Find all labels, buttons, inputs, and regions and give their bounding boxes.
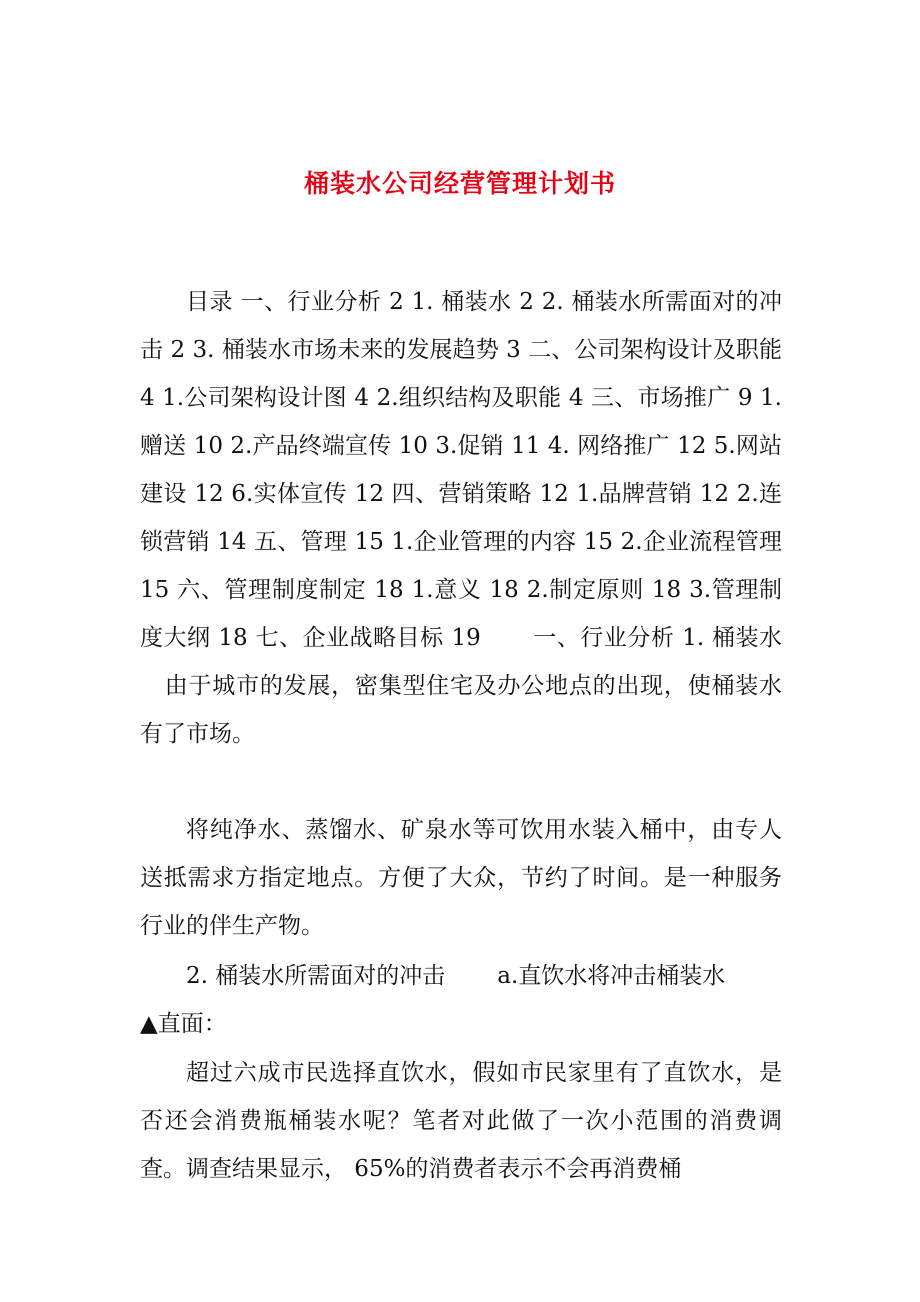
subsection-sub: a.直饮水将冲击桶装水 bbox=[497, 963, 726, 989]
subsection-tail: ▲直面： bbox=[140, 1011, 227, 1037]
toc-text: 目录 一、行业分析 2 1. 桶装水 2 2. 桶装水所需面对的冲击 2 3. 桶装水市场未来的发展趋势 3 二、公司架构设计及职能 4 1.公司架构设计图 4 2.组织结构及职能 4 三、市场推广 9 1.赠送 10 2.产品终端宣传 10 3.促销 11 4. 网络推广 12 5.网站建设 12 6.实体宣传 12 四、营销策略 12 1.品牌营销 12 2.连锁营销 14 五、管理 15 1.企业管理的内容 15 2.企业流程管理 15 六、管理制度制定 18 1.意义 18 2.制定原则 18 3.管理制度大纲 18 七、企业战略目标 19 bbox=[140, 289, 782, 651]
section-heading: 一、行业分析 1. 桶装水 bbox=[532, 625, 783, 651]
paragraph-2 bbox=[140, 952, 782, 1048]
section-intro: 由于城市的发展，密集型住宅及办公地点的出现，使桶装水有了市场。 bbox=[140, 673, 782, 747]
paragraph-3: 超过六成市民选择直饮水，假如市民家里有了直饮水，是否还会消费瓶桶装水呢？笔者对此做了一次小范围的消费调查。调查结果显示， 65%的消费者表示不会再消费桶 bbox=[140, 1060, 782, 1182]
subsection-heading: 2. 桶装水所需面对的冲击 bbox=[186, 963, 446, 989]
document-title: 桶装水公司经营管理计划书 bbox=[303, 169, 616, 198]
paragraph-1: 将纯净水、蒸馏水、矿泉水等可饮用水装入桶中，由专人送抵需求方指定地点。方便了大众，节约了时间。是一种服务行业的伴生产物。 bbox=[140, 817, 782, 939]
toc-paragraph bbox=[140, 278, 782, 758]
